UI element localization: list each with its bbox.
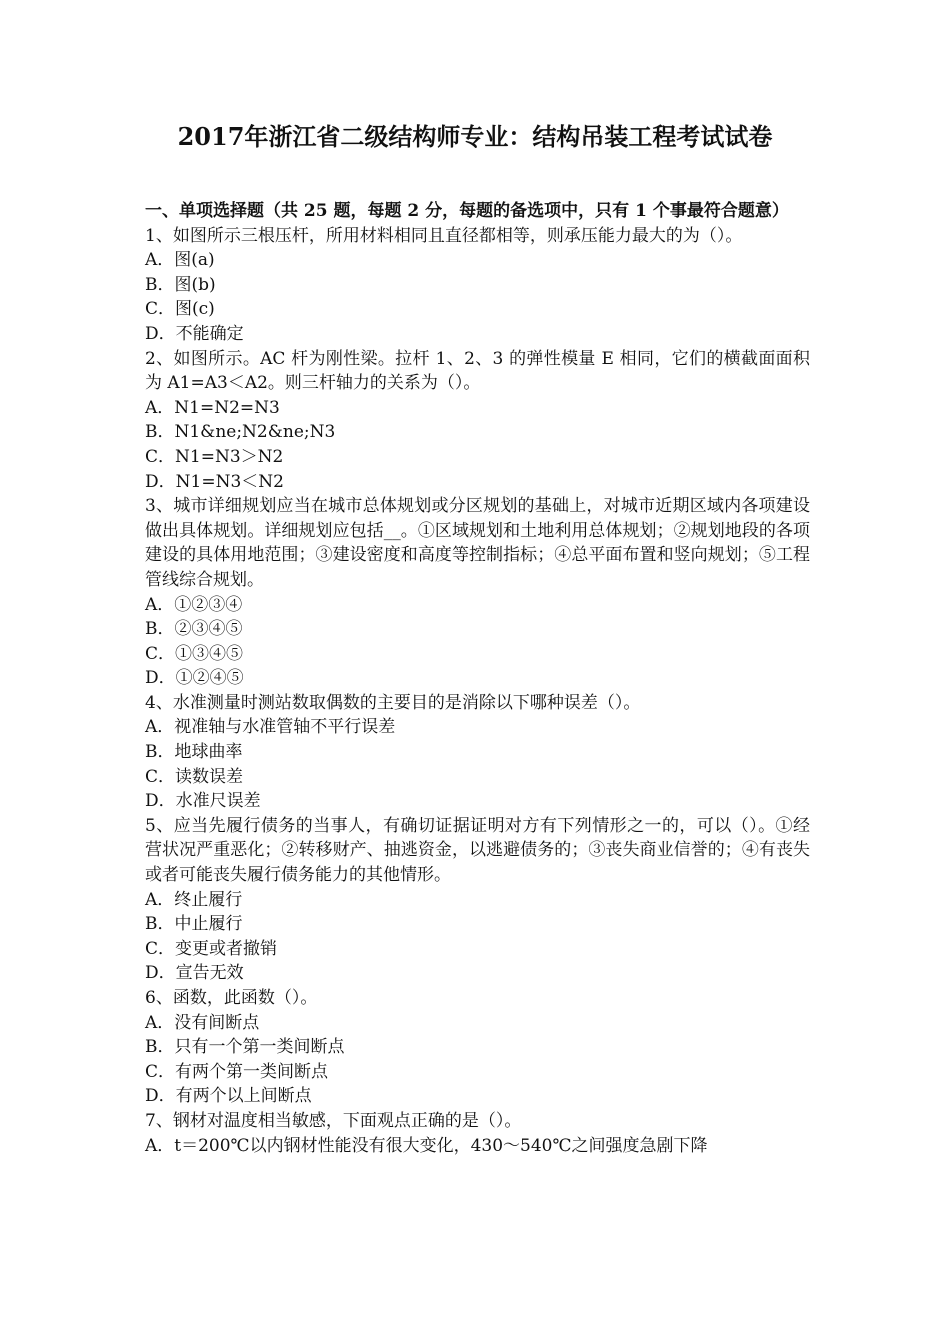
question-stem: 5、应当先履行债务的当事人，有确切证据证明对方有下列情形之一的，可以（）。①经营状况严重恶化；②转移财产、抽逃资金，以逃避债务的；③丧失商业信誉的；④有丧失或者可能丧失履行债务能力的其他情形。	[145, 815, 810, 886]
question-3	[145, 494, 810, 691]
option-b: B．②③④⑤	[145, 619, 243, 640]
question-6	[145, 986, 810, 1109]
option-d: D．水准尺误差	[145, 791, 261, 812]
document-content	[145, 199, 810, 1158]
option-b: B．图(b)	[145, 274, 216, 295]
option-d: D．不能确定	[145, 323, 244, 344]
option-c: C．N1=N3＞N2	[145, 446, 284, 467]
question-stem: 3、城市详细规划应当在城市总体规划或分区规划的基础上，对城市近期区域内各项建设做出具体规划。详细规划应包括__。①区域规划和土地利用总体规划；②规划地段的各项建设的具体用地范围；③建设密度和高度等控制指标；④总平面布置和竖向规划；⑤工程管线综合规划。	[145, 496, 810, 590]
option-a: A．①②③④	[145, 594, 243, 615]
option-d: D．①②④⑤	[145, 668, 244, 689]
section-heading: 一、单项选择题（共 25 题，每题 2 分，每题的备选项中，只有 1 个事最符合题意）	[145, 201, 789, 221]
option-a: A．终止履行	[145, 889, 243, 910]
option-c: C．①③④⑤	[145, 643, 244, 664]
option-b: B．只有一个第一类间断点	[145, 1037, 345, 1058]
option-b: B．中止履行	[145, 914, 243, 935]
question-1	[145, 224, 810, 347]
option-a: A．N1=N2=N3	[145, 397, 280, 418]
question-5	[145, 814, 810, 986]
option-a: A．视准轴与水准管轴不平行误差	[145, 717, 396, 738]
option-c: C．图(c)	[145, 299, 215, 320]
question-stem: 6、函数，此函数（）。	[145, 988, 318, 1008]
question-stem: 1、如图所示三根压杆，所用材料相同且直径都相等，则承压能力最大的为（）。	[145, 225, 743, 246]
question-stem: 2、如图所示。AC 杆为刚性梁。拉杆 1、2、3 的弹性模量 E 相同，它们的横截面面积为 A1=A3＜A2。则三杆轴力的关系为（）。	[145, 348, 810, 394]
document-title: 2017年浙江省二级结构师专业：结构吊装工程考试试卷	[177, 122, 773, 151]
question-2	[145, 347, 810, 495]
question-stem: 7、钢材对温度相当敏感，下面观点正确的是（）。	[145, 1110, 522, 1131]
option-c: C．读数误差	[145, 766, 244, 787]
option-d: D．有两个以上间断点	[145, 1086, 312, 1107]
question-7	[145, 1109, 810, 1158]
option-b: B．地球曲率	[145, 742, 243, 763]
option-c: C．变更或者撤销	[145, 938, 278, 959]
question-stem: 4、水准测量时测站数取偶数的主要目的是消除以下哪种误差（）。	[145, 692, 641, 713]
option-d: D．宣告无效	[145, 963, 244, 984]
option-d: D．N1=N3＜N2	[145, 471, 284, 492]
option-a: A．图(a)	[145, 250, 215, 271]
option-a: A．t＝200℃以内钢材性能没有很大变化，430～540℃之间强度急剧下降	[145, 1135, 708, 1156]
option-b: B．N1&ne;N2&ne;N3	[145, 422, 336, 443]
option-a: A．没有间断点	[145, 1012, 260, 1033]
question-4	[145, 691, 810, 814]
option-c: C．有两个第一类间断点	[145, 1061, 329, 1082]
